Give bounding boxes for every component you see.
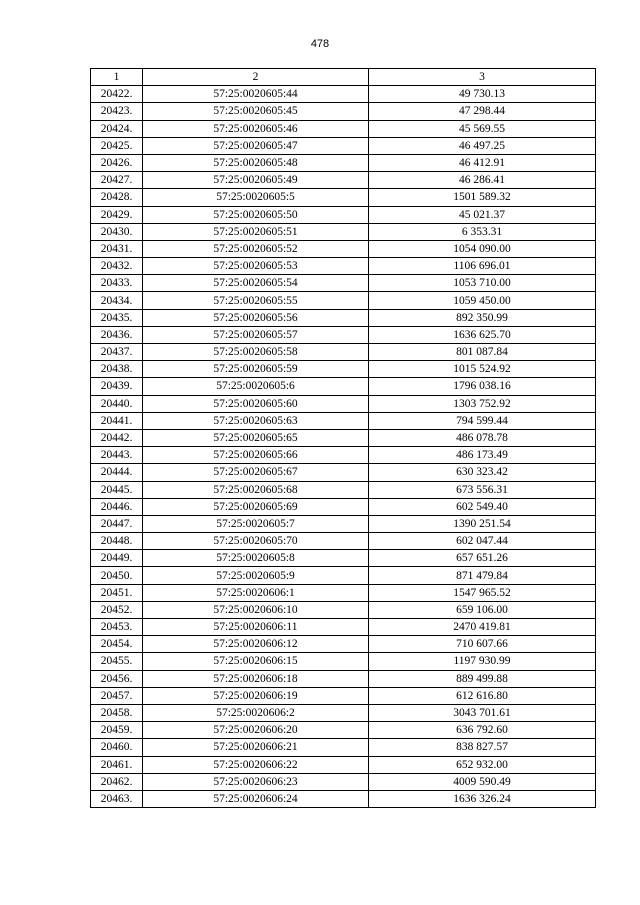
value-cell: 838 827.57 bbox=[369, 739, 596, 756]
value-cell: 486 078.78 bbox=[369, 429, 596, 446]
table-row bbox=[91, 756, 596, 773]
value-cell: 1636 326.24 bbox=[369, 790, 596, 807]
value-cell: 46 412.91 bbox=[369, 154, 596, 171]
table-row bbox=[91, 515, 596, 532]
cadastral-number-cell: 57:25:0020605:65 bbox=[143, 429, 369, 446]
value-cell: 889 499.88 bbox=[369, 670, 596, 687]
value-cell: 1501 589.32 bbox=[369, 189, 596, 206]
table-row bbox=[91, 498, 596, 515]
value-cell: 1015 524.92 bbox=[369, 361, 596, 378]
value-cell: 1636 625.70 bbox=[369, 326, 596, 343]
cadastral-number-cell: 57:25:0020605:51 bbox=[143, 223, 369, 240]
table-row bbox=[91, 223, 596, 240]
cadastral-number-cell: 57:25:0020605:46 bbox=[143, 120, 369, 137]
cadastral-number-cell: 57:25:0020605:5 bbox=[143, 189, 369, 206]
row-number-cell: 20436. bbox=[91, 326, 143, 343]
value-cell: 486 173.49 bbox=[369, 447, 596, 464]
table-row bbox=[91, 601, 596, 618]
row-number-cell: 20450. bbox=[91, 567, 143, 584]
row-number-cell: 20457. bbox=[91, 687, 143, 704]
cadastral-number-cell: 57:25:0020605:50 bbox=[143, 206, 369, 223]
row-number-cell: 20429. bbox=[91, 206, 143, 223]
row-number-cell: 20422. bbox=[91, 86, 143, 103]
table-row bbox=[91, 584, 596, 601]
cadastral-number-cell: 57:25:0020605:60 bbox=[143, 395, 369, 412]
table-row bbox=[91, 395, 596, 412]
table-row bbox=[91, 326, 596, 343]
value-cell: 1796 038.16 bbox=[369, 378, 596, 395]
value-cell: 657 651.26 bbox=[369, 550, 596, 567]
table-header-row bbox=[91, 69, 596, 86]
table-row bbox=[91, 773, 596, 790]
value-cell: 1303 752.92 bbox=[369, 395, 596, 412]
cadastral-number-cell: 57:25:0020605:6 bbox=[143, 378, 369, 395]
value-cell: 794 599.44 bbox=[369, 412, 596, 429]
table-row bbox=[91, 412, 596, 429]
value-cell: 3043 701.61 bbox=[369, 704, 596, 721]
table-row bbox=[91, 619, 596, 636]
registry-table bbox=[90, 68, 596, 808]
row-number-cell: 20427. bbox=[91, 172, 143, 189]
column-header-3: 3 bbox=[369, 69, 596, 86]
table-row bbox=[91, 309, 596, 326]
cadastral-number-cell: 57:25:0020606:1 bbox=[143, 584, 369, 601]
row-number-cell: 20453. bbox=[91, 619, 143, 636]
cadastral-number-cell: 57:25:0020605:49 bbox=[143, 172, 369, 189]
cadastral-number-cell: 57:25:0020606:20 bbox=[143, 722, 369, 739]
row-number-cell: 20428. bbox=[91, 189, 143, 206]
cadastral-number-cell: 57:25:0020605:9 bbox=[143, 567, 369, 584]
cadastral-number-cell: 57:25:0020606:23 bbox=[143, 773, 369, 790]
row-number-cell: 20437. bbox=[91, 344, 143, 361]
cadastral-number-cell: 57:25:0020605:63 bbox=[143, 412, 369, 429]
value-cell: 652 932.00 bbox=[369, 756, 596, 773]
row-number-cell: 20455. bbox=[91, 653, 143, 670]
value-cell: 4009 590.49 bbox=[369, 773, 596, 790]
table-row bbox=[91, 103, 596, 120]
row-number-cell: 20442. bbox=[91, 429, 143, 446]
value-cell: 1106 696.01 bbox=[369, 258, 596, 275]
table-row bbox=[91, 687, 596, 704]
row-number-cell: 20452. bbox=[91, 601, 143, 618]
table-row bbox=[91, 172, 596, 189]
value-cell: 1390 251.54 bbox=[369, 515, 596, 532]
cadastral-number-cell: 57:25:0020606:21 bbox=[143, 739, 369, 756]
cadastral-number-cell: 57:25:0020605:7 bbox=[143, 515, 369, 532]
table-row bbox=[91, 739, 596, 756]
value-cell: 1547 965.52 bbox=[369, 584, 596, 601]
row-number-cell: 20443. bbox=[91, 447, 143, 464]
cadastral-number-cell: 57:25:0020605:52 bbox=[143, 240, 369, 257]
table-row bbox=[91, 378, 596, 395]
row-number-cell: 20432. bbox=[91, 258, 143, 275]
cadastral-number-cell: 57:25:0020605:58 bbox=[143, 344, 369, 361]
value-cell: 1197 930.99 bbox=[369, 653, 596, 670]
cadastral-number-cell: 57:25:0020605:69 bbox=[143, 498, 369, 515]
row-number-cell: 20425. bbox=[91, 137, 143, 154]
table-row bbox=[91, 567, 596, 584]
table-row bbox=[91, 429, 596, 446]
cadastral-number-cell: 57:25:0020605:45 bbox=[143, 103, 369, 120]
cadastral-number-cell: 57:25:0020606:11 bbox=[143, 619, 369, 636]
value-cell: 45 021.37 bbox=[369, 206, 596, 223]
cadastral-number-cell: 57:25:0020606:19 bbox=[143, 687, 369, 704]
cadastral-number-cell: 57:25:0020605:54 bbox=[143, 275, 369, 292]
table-row bbox=[91, 722, 596, 739]
table-row bbox=[91, 361, 596, 378]
value-cell: 630 323.42 bbox=[369, 464, 596, 481]
row-number-cell: 20445. bbox=[91, 481, 143, 498]
page-number: 478 bbox=[310, 38, 330, 50]
row-number-cell: 20441. bbox=[91, 412, 143, 429]
table-row bbox=[91, 550, 596, 567]
cadastral-number-cell: 57:25:0020606:2 bbox=[143, 704, 369, 721]
row-number-cell: 20435. bbox=[91, 309, 143, 326]
row-number-cell: 20448. bbox=[91, 533, 143, 550]
cadastral-number-cell: 57:25:0020606:15 bbox=[143, 653, 369, 670]
cadastral-number-cell: 57:25:0020605:57 bbox=[143, 326, 369, 343]
value-cell: 1059 450.00 bbox=[369, 292, 596, 309]
cadastral-number-cell: 57:25:0020605:8 bbox=[143, 550, 369, 567]
table-row bbox=[91, 670, 596, 687]
row-number-cell: 20430. bbox=[91, 223, 143, 240]
value-cell: 673 556.31 bbox=[369, 481, 596, 498]
row-number-cell: 20460. bbox=[91, 739, 143, 756]
value-cell: 1053 710.00 bbox=[369, 275, 596, 292]
cadastral-number-cell: 57:25:0020605:56 bbox=[143, 309, 369, 326]
row-number-cell: 20444. bbox=[91, 464, 143, 481]
cadastral-number-cell: 57:25:0020605:48 bbox=[143, 154, 369, 171]
row-number-cell: 20424. bbox=[91, 120, 143, 137]
row-number-cell: 20462. bbox=[91, 773, 143, 790]
cadastral-number-cell: 57:25:0020605:44 bbox=[143, 86, 369, 103]
cadastral-number-cell: 57:25:0020605:68 bbox=[143, 481, 369, 498]
table-row bbox=[91, 704, 596, 721]
row-number-cell: 20434. bbox=[91, 292, 143, 309]
row-number-cell: 20446. bbox=[91, 498, 143, 515]
table-row bbox=[91, 533, 596, 550]
value-cell: 871 479.84 bbox=[369, 567, 596, 584]
row-number-cell: 20431. bbox=[91, 240, 143, 257]
table-row bbox=[91, 464, 596, 481]
value-cell: 636 792.60 bbox=[369, 722, 596, 739]
value-cell: 659 106.00 bbox=[369, 601, 596, 618]
value-cell: 602 047.44 bbox=[369, 533, 596, 550]
row-number-cell: 20458. bbox=[91, 704, 143, 721]
row-number-cell: 20433. bbox=[91, 275, 143, 292]
cadastral-number-cell: 57:25:0020606:24 bbox=[143, 790, 369, 807]
value-cell: 45 569.55 bbox=[369, 120, 596, 137]
cadastral-number-cell: 57:25:0020606:22 bbox=[143, 756, 369, 773]
table-row bbox=[91, 258, 596, 275]
cadastral-number-cell: 57:25:0020605:47 bbox=[143, 137, 369, 154]
row-number-cell: 20454. bbox=[91, 636, 143, 653]
value-cell: 892 350.99 bbox=[369, 309, 596, 326]
value-cell: 49 730.13 bbox=[369, 86, 596, 103]
row-number-cell: 20463. bbox=[91, 790, 143, 807]
table-row bbox=[91, 653, 596, 670]
row-number-cell: 20456. bbox=[91, 670, 143, 687]
table-row bbox=[91, 137, 596, 154]
table-row bbox=[91, 447, 596, 464]
value-cell: 6 353.31 bbox=[369, 223, 596, 240]
column-header-1: 1 bbox=[91, 69, 143, 86]
table-row bbox=[91, 344, 596, 361]
row-number-cell: 20459. bbox=[91, 722, 143, 739]
cadastral-number-cell: 57:25:0020605:67 bbox=[143, 464, 369, 481]
value-cell: 612 616.80 bbox=[369, 687, 596, 704]
value-cell: 801 087.84 bbox=[369, 344, 596, 361]
row-number-cell: 20461. bbox=[91, 756, 143, 773]
table-row bbox=[91, 120, 596, 137]
row-number-cell: 20439. bbox=[91, 378, 143, 395]
value-cell: 46 286.41 bbox=[369, 172, 596, 189]
column-header-2: 2 bbox=[143, 69, 369, 86]
value-cell: 46 497.25 bbox=[369, 137, 596, 154]
row-number-cell: 20440. bbox=[91, 395, 143, 412]
cadastral-number-cell: 57:25:0020605:70 bbox=[143, 533, 369, 550]
cadastral-number-cell: 57:25:0020605:59 bbox=[143, 361, 369, 378]
table-row bbox=[91, 790, 596, 807]
value-cell: 1054 090.00 bbox=[369, 240, 596, 257]
table-row bbox=[91, 189, 596, 206]
table-row bbox=[91, 275, 596, 292]
table-row bbox=[91, 240, 596, 257]
row-number-cell: 20438. bbox=[91, 361, 143, 378]
row-number-cell: 20426. bbox=[91, 154, 143, 171]
value-cell: 47 298.44 bbox=[369, 103, 596, 120]
value-cell: 2470 419.81 bbox=[369, 619, 596, 636]
cadastral-number-cell: 57:25:0020606:12 bbox=[143, 636, 369, 653]
table-row bbox=[91, 206, 596, 223]
table-row bbox=[91, 292, 596, 309]
cadastral-number-cell: 57:25:0020605:55 bbox=[143, 292, 369, 309]
row-number-cell: 20423. bbox=[91, 103, 143, 120]
cadastral-number-cell: 57:25:0020605:66 bbox=[143, 447, 369, 464]
table-row bbox=[91, 86, 596, 103]
table-row bbox=[91, 154, 596, 171]
value-cell: 602 549.40 bbox=[369, 498, 596, 515]
cadastral-number-cell: 57:25:0020605:53 bbox=[143, 258, 369, 275]
cadastral-number-cell: 57:25:0020606:18 bbox=[143, 670, 369, 687]
table-row bbox=[91, 636, 596, 653]
row-number-cell: 20451. bbox=[91, 584, 143, 601]
table-row bbox=[91, 481, 596, 498]
value-cell: 710 607.66 bbox=[369, 636, 596, 653]
cadastral-number-cell: 57:25:0020606:10 bbox=[143, 601, 369, 618]
row-number-cell: 20449. bbox=[91, 550, 143, 567]
row-number-cell: 20447. bbox=[91, 515, 143, 532]
